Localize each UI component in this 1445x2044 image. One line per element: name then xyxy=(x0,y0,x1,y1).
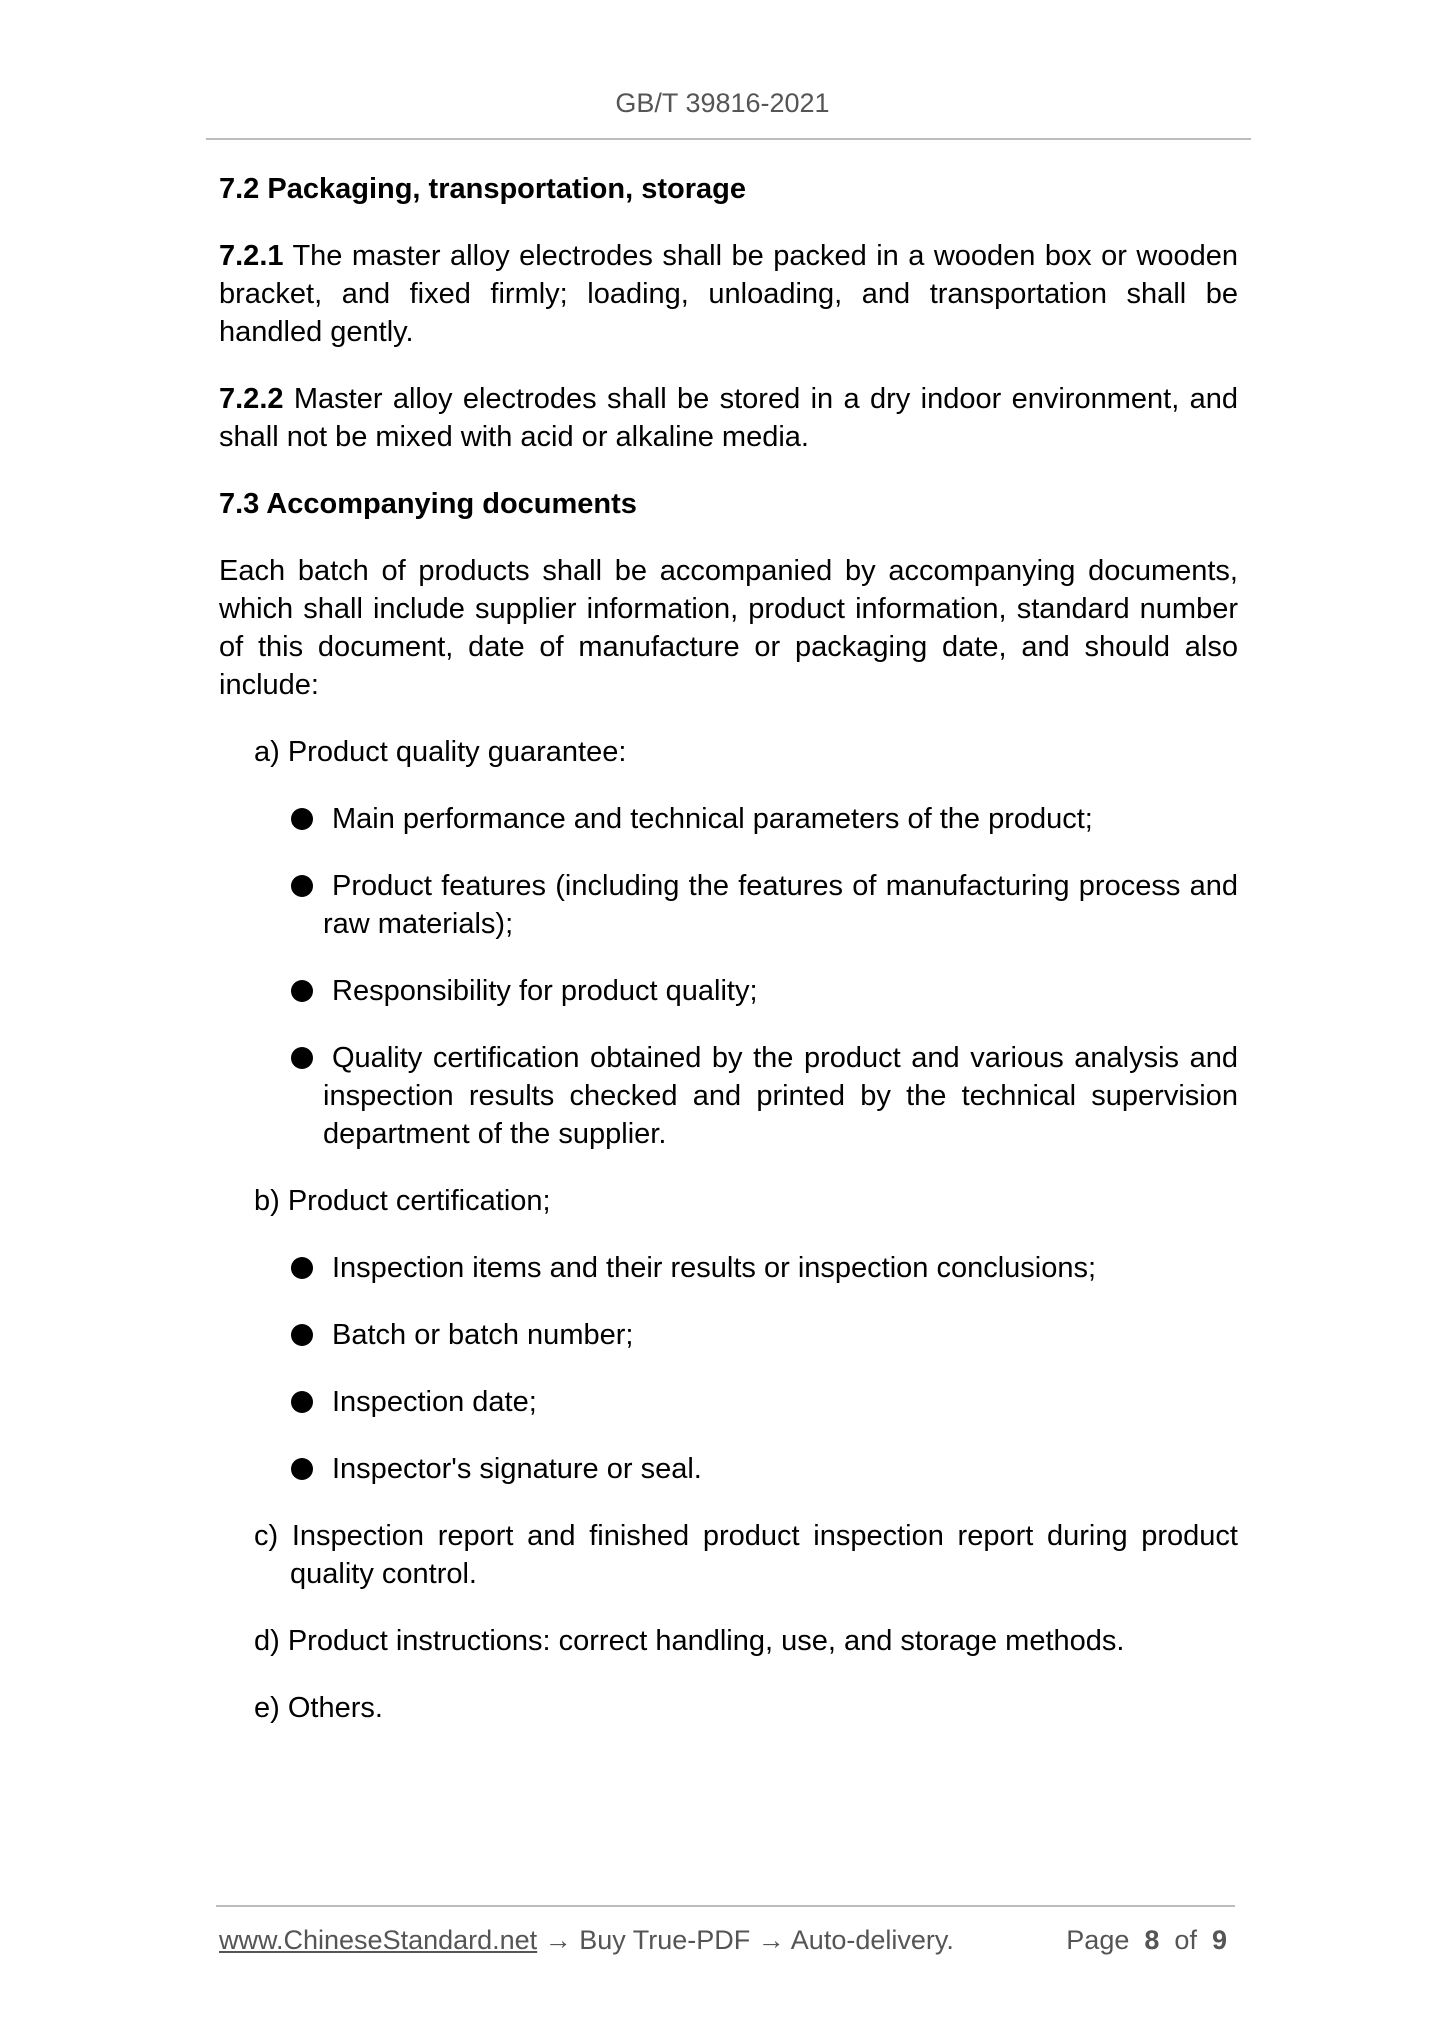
list-item-d: d) Product instructions: correct handling, use, and storage methods. xyxy=(254,1625,1125,1657)
bullet-dot-icon xyxy=(291,808,313,830)
clause-number: 7.2.1 xyxy=(219,240,284,272)
list-item-e: e) Others. xyxy=(254,1692,383,1724)
arrow-icon: → xyxy=(757,1925,785,1955)
bullet-dot-icon xyxy=(291,1391,313,1413)
clause-number: 7.2.2 xyxy=(219,383,284,415)
website-link[interactable]: www.ChineseStandard.net xyxy=(219,1925,538,1955)
bullet-dot-icon xyxy=(291,1324,313,1346)
bullet-item: Inspector's signature or seal. xyxy=(291,1450,1238,1488)
bullet-item: Responsibility for product quality; xyxy=(291,972,1238,1010)
clause-text: The master alloy electrodes shall be packed in a wooden box or wooden bracket, and fixed firmly; loading, unloading, and transportation shall be handled gently. xyxy=(219,240,1238,348)
section-intro: Each batch of products shall be accompanied by accompanying documents, which shall include supplier information, product information, standard number of this document, date of manufacture or packaging date, and should also include: xyxy=(219,555,1238,701)
document-header: GB/T 39816-2021 xyxy=(615,88,830,118)
footer-divider xyxy=(216,1905,1235,1907)
footer-promo: www.ChineseStandard.net → Buy True-PDF → Auto-delivery. xyxy=(219,1925,954,1955)
bullet-item: Main performance and technical parameters of the product; xyxy=(291,800,1238,838)
page-indicator: Page 8 of 9 xyxy=(1066,1925,1227,1955)
bullet-dot-icon xyxy=(291,980,313,1002)
bullet-list-b xyxy=(219,1249,1238,1488)
section-heading-7-3: 7.3 Accompanying documents xyxy=(219,488,637,520)
clause-7-2-2 xyxy=(219,380,1238,456)
arrow-icon: → xyxy=(544,1925,572,1955)
clause-7-2-1 xyxy=(219,237,1238,351)
bullet-dot-icon xyxy=(291,1047,313,1069)
clause-text: Master alloy electrodes shall be stored in a dry indoor environment, and shall not be mixed with acid or alkaline media. xyxy=(219,383,1238,453)
page-content xyxy=(219,170,1238,1756)
bullet-item: Quality certification obtained by the product and various analysis and inspection results checked and printed by the technical supervision department of the supplier. xyxy=(291,1039,1238,1153)
bullet-item: Inspection items and their results or inspection conclusions; xyxy=(291,1249,1238,1287)
section-heading-7-2: 7.2 Packaging, transportation, storage xyxy=(219,173,746,205)
bullet-dot-icon xyxy=(291,1257,313,1279)
header-divider xyxy=(206,138,1251,140)
bullet-item: Inspection date; xyxy=(291,1383,1238,1421)
bullet-item: Batch or batch number; xyxy=(291,1316,1238,1354)
page-number: 8 xyxy=(1144,1925,1160,1955)
bullet-list-a xyxy=(219,800,1238,1153)
list-item-b: b) Product certification; xyxy=(254,1185,551,1217)
bullet-item: Product features (including the features of manufacturing process and raw materials); xyxy=(291,867,1238,943)
bullet-dot-icon xyxy=(291,1458,313,1480)
list-item-c: c) Inspection report and finished product inspection report during product quality control. xyxy=(254,1520,1238,1590)
list-item-a: a) Product quality guarantee: xyxy=(254,736,627,768)
page-total: 9 xyxy=(1211,1925,1227,1955)
bullet-dot-icon xyxy=(291,875,313,897)
